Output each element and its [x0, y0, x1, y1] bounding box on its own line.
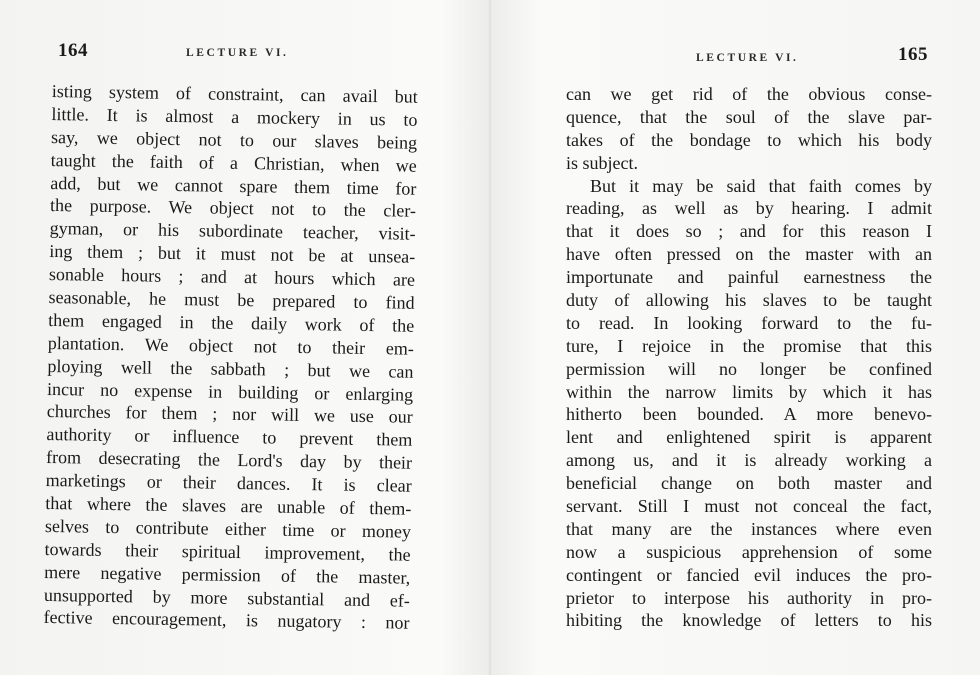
text-line: within the narrow limits by which it has — [566, 381, 932, 402]
text-line: servant. Still I must not conceal the fact, — [566, 496, 932, 517]
text-line: duty of allowing his slaves to be taught — [566, 290, 932, 311]
text-line: from desecrating the Lord's day by their — [45, 447, 413, 473]
text-line: is subject. — [566, 152, 638, 173]
book-gutter — [488, 0, 492, 675]
text-line: permission will no longer be confined — [566, 358, 932, 379]
text-line: to read. In looking forward to the fu- — [566, 312, 932, 333]
text-line: mere negative permission of the master, — [44, 561, 411, 588]
text-line: ture, I rejoice in the promise that this — [566, 335, 932, 356]
running-head: LECTURE VI. — [696, 52, 799, 64]
text-line: isting system of constraint, can avail but — [51, 80, 418, 107]
text-line: that it does so ; and for this reason I — [566, 221, 932, 242]
text-line: lent and enlightened spirit is apparent — [566, 427, 932, 448]
text-line: plantation. We object not to their em- — [47, 332, 414, 359]
text-line: towards their spiritual improvement, the — [44, 538, 411, 565]
text-line: contingent or fancied evil induces the pro- — [566, 564, 932, 585]
text-line: gyman, or his subordinate teacher, visit- — [49, 218, 416, 245]
text-line: incur no expense in building or enlarging — [46, 378, 414, 405]
text-line: marketings or their dances. It is clear — [45, 470, 412, 496]
text-line: the purpose. We object not to the cler- — [49, 195, 417, 222]
body-text — [566, 83, 932, 632]
text-line: taught the faith of a Christian, when we — [50, 149, 417, 176]
text-line: them engaged in the daily work of the — [48, 309, 415, 336]
text-line: prietor to interpose his authority in pro- — [566, 587, 932, 608]
text-line: authority or influence to prevent them — [46, 424, 413, 451]
text-line: hibiting the knowledge of letters to his — [566, 610, 932, 631]
body-text — [43, 80, 418, 635]
text-line: little. It is almost a mockery in us to — [51, 103, 418, 130]
page-number: 165 — [898, 44, 928, 65]
text-line: add, but we cannot spare them time for — [50, 172, 417, 199]
text-line: importunate and painful earnestness the — [566, 267, 932, 288]
text-line: takes of the bondage to which his body — [566, 129, 932, 150]
text-line: among us, and it is already working a — [566, 450, 932, 471]
text-line: say, we object not to our slaves being — [50, 126, 418, 153]
text-line: quence, that the soul of the slave par- — [566, 106, 932, 127]
text-line: selves to contribute either time or money — [44, 515, 412, 542]
text-line: reading, as well as by hearing. I admit — [566, 198, 932, 219]
right-page — [500, 0, 980, 675]
text-line: can we get rid of the obvious conse- — [566, 84, 932, 104]
text-line: seasonable, he must be prepared to find — [48, 286, 415, 313]
text-line: But it may be said that faith comes by — [590, 175, 932, 196]
page-number: 164 — [58, 40, 88, 61]
running-head: LECTURE VI. — [186, 47, 289, 59]
text-line: that where the slaves are unable of them- — [45, 492, 412, 519]
text-line: ing them ; but it must not be at unsea- — [49, 241, 416, 267]
text-line: now a suspicious apprehension of some — [566, 541, 932, 562]
text-line: beneficial change on both master and — [566, 473, 932, 494]
text-line: that many are the instances where even — [566, 518, 932, 539]
text-line: churches for them ; nor will we use our — [46, 401, 413, 428]
text-line: have often pressed on the master with an — [566, 244, 932, 265]
left-page — [0, 0, 480, 675]
text-line: sonable hours ; and at hours which are — [48, 264, 416, 290]
text-line: unsupported by more substantial and ef- — [43, 584, 411, 611]
text-line: ploying well the sabbath ; but we can — [47, 355, 414, 382]
text-line: fective encouragement, is nugatory : nor — [43, 607, 410, 634]
text-line: hitherto been bounded. A more benevo- — [566, 404, 932, 425]
